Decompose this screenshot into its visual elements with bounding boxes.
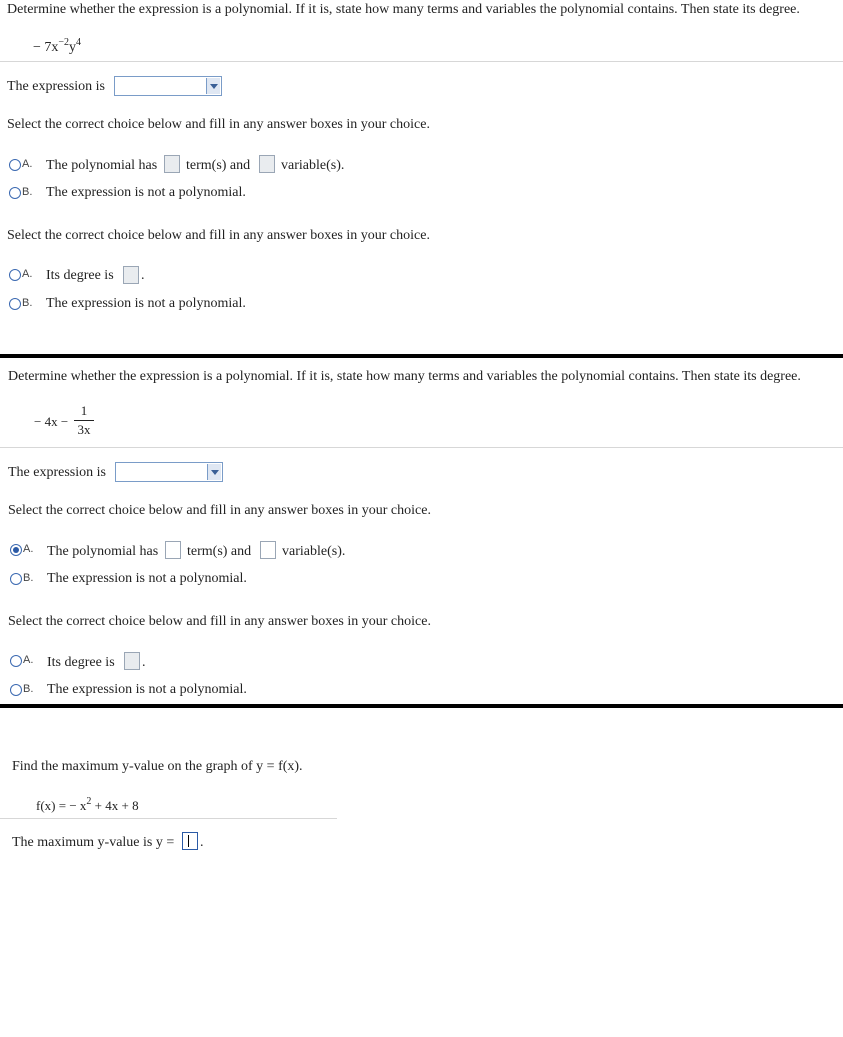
q2-radio-degree-b[interactable] xyxy=(10,684,22,696)
q2-fraction-bar xyxy=(74,420,94,421)
q1-choice-b-letter: B. xyxy=(22,186,33,198)
q2-fraction-numerator: 1 xyxy=(80,403,88,418)
q1-terms-input[interactable] xyxy=(164,155,180,173)
q1-degree-b-text: The expression is not a polynomial. xyxy=(46,296,246,311)
q3-answer-label: The maximum y-value is y = xyxy=(12,835,175,850)
q1-choice-a-post: variable(s). xyxy=(281,158,345,173)
q3-function-pre: f(x) = − x xyxy=(36,798,87,813)
q2-fraction-denominator: 3x xyxy=(77,422,91,437)
chevron-down-icon[interactable] xyxy=(206,78,220,94)
q1-degree-a-letter: A. xyxy=(22,268,33,280)
q2-expression-fraction xyxy=(74,403,94,438)
q1-instruction-1: Select the correct choice below and fill in any answer boxes in your choice. xyxy=(7,117,430,132)
q1-instruction-2: Select the correct choice below and fill in any answer boxes in your choice. xyxy=(7,228,430,243)
q2-instruction-2: Select the correct choice below and fill in any answer boxes in your choice. xyxy=(8,614,431,629)
q2-degree-period: . xyxy=(142,655,146,670)
q2-prompt: Determine whether the expression is a polynomial. If it is, state how many terms and variables the polynomial contains. Then state its degree. xyxy=(8,369,801,384)
q1-choice-a-letter: A. xyxy=(22,158,33,170)
q2-choice-a-mid: term(s) and xyxy=(187,544,252,559)
q1-radio-degree-a[interactable] xyxy=(9,269,21,281)
q1-variables-input[interactable] xyxy=(259,155,275,173)
q1-expression-select[interactable] xyxy=(114,76,222,96)
q2-choice-b-letter: B. xyxy=(23,572,34,584)
q2-degree-input[interactable] xyxy=(124,652,140,670)
q1-expression xyxy=(33,37,81,56)
q2-choice-b-text: The expression is not a polynomial. xyxy=(47,571,247,586)
q2-choice-a-post: variable(s). xyxy=(282,544,346,559)
q1-expression-var2: y xyxy=(69,40,77,55)
chevron-down-icon[interactable] xyxy=(207,464,221,480)
q3-divider xyxy=(0,818,337,819)
q2-degree-b-text: The expression is not a polynomial. xyxy=(47,682,247,697)
q3-answer-period: . xyxy=(200,835,204,850)
section-divider-1 xyxy=(0,354,843,358)
q2-radio-choice-a[interactable] xyxy=(10,544,22,556)
q2-radio-degree-a[interactable] xyxy=(10,655,22,667)
q2-expression-select[interactable] xyxy=(115,462,223,482)
q2-choice-a-letter: A. xyxy=(23,543,34,555)
q1-expression-base: − 7x xyxy=(33,40,59,55)
q2-choice-a-pre: The polynomial has xyxy=(47,544,159,559)
q2-terms-input[interactable] xyxy=(165,541,181,559)
q1-expression-label: The expression is xyxy=(7,79,105,94)
q1-degree-period: . xyxy=(141,268,145,283)
q2-instruction-1: Select the correct choice below and fill in any answer boxes in your choice. xyxy=(8,503,431,518)
q2-degree-a-letter: A. xyxy=(23,654,34,666)
q1-expression-exp2: 4 xyxy=(76,37,82,48)
q1-choice-a-pre: The polynomial has xyxy=(46,158,158,173)
q3-function-exp: 2 xyxy=(86,796,92,807)
q1-degree-a-text: Its degree is xyxy=(46,268,114,283)
q2-expression-lead: − 4x − xyxy=(34,414,69,429)
q1-choice-a-mid: term(s) and xyxy=(186,158,251,173)
q1-expression-exp1: −2 xyxy=(58,37,70,48)
q1-choice-b-text: The expression is not a polynomial. xyxy=(46,185,246,200)
q3-answer-input[interactable] xyxy=(182,832,198,850)
q1-radio-degree-b[interactable] xyxy=(9,298,21,310)
q1-prompt: Determine whether the expression is a polynomial. If it is, state how many terms and variables the polynomial contains. Then state its degree. xyxy=(7,2,800,17)
section-divider-2 xyxy=(0,704,843,708)
q2-variables-input[interactable] xyxy=(260,541,276,559)
q2-divider xyxy=(0,447,843,448)
q1-degree-input[interactable] xyxy=(123,266,139,284)
q1-radio-choice-a[interactable] xyxy=(9,159,21,171)
q2-radio-choice-b[interactable] xyxy=(10,573,22,585)
q3-prompt: Find the maximum y-value on the graph of y = f(x). xyxy=(12,759,303,774)
q1-radio-choice-b[interactable] xyxy=(9,187,21,199)
q1-degree-b-letter: B. xyxy=(22,297,33,309)
q2-degree-a-text: Its degree is xyxy=(47,655,115,670)
q1-divider xyxy=(0,61,843,62)
q3-function-post: + 4x + 8 xyxy=(91,798,139,813)
q3-function xyxy=(36,796,139,814)
q2-expression-label: The expression is xyxy=(8,465,106,480)
q2-degree-b-letter: B. xyxy=(23,683,34,695)
